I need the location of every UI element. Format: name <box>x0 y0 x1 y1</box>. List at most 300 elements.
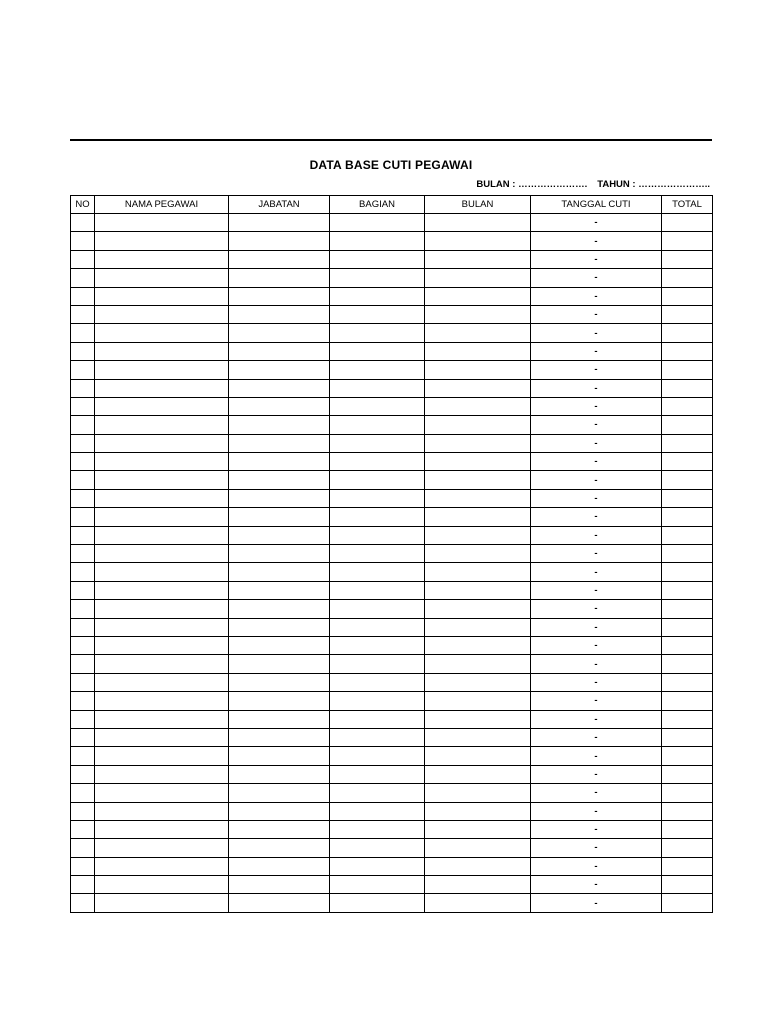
cell-bagian <box>330 820 425 838</box>
cell-tanggal-cuti: - <box>531 342 662 360</box>
cell-bulan <box>425 600 531 618</box>
cell-jabatan <box>229 361 330 379</box>
cell-nama-pegawai <box>95 471 229 489</box>
cell-no <box>71 600 95 618</box>
table-row <box>71 600 713 618</box>
cell-nama-pegawai <box>95 269 229 287</box>
cell-jabatan <box>229 305 330 323</box>
cell-jabatan <box>229 784 330 802</box>
cell-total <box>662 692 713 710</box>
cell-bulan <box>425 636 531 654</box>
cell-tanggal-cuti: - <box>531 710 662 728</box>
table-row <box>71 636 713 654</box>
cell-bagian <box>330 839 425 857</box>
cell-total <box>662 453 713 471</box>
document-title: DATA BASE CUTI PEGAWAI <box>309 158 473 172</box>
cell-total <box>662 765 713 783</box>
cell-no <box>71 287 95 305</box>
column-header-nama-pegawai: NAMA PEGAWAI <box>95 196 229 214</box>
cell-jabatan <box>229 379 330 397</box>
cell-jabatan <box>229 324 330 342</box>
cell-total <box>662 839 713 857</box>
cell-nama-pegawai <box>95 379 229 397</box>
cell-jabatan <box>229 397 330 415</box>
cell-total <box>662 894 713 912</box>
cell-total <box>662 232 713 250</box>
cell-nama-pegawai <box>95 508 229 526</box>
cell-bulan <box>425 673 531 691</box>
cell-no <box>71 655 95 673</box>
cell-no <box>71 618 95 636</box>
cell-jabatan <box>229 710 330 728</box>
cell-bagian <box>330 673 425 691</box>
cell-total <box>662 563 713 581</box>
cell-no <box>71 839 95 857</box>
cell-tanggal-cuti: - <box>531 287 662 305</box>
cell-jabatan <box>229 636 330 654</box>
cell-no <box>71 397 95 415</box>
cell-nama-pegawai <box>95 250 229 268</box>
cell-bulan <box>425 250 531 268</box>
cell-jabatan <box>229 287 330 305</box>
cell-bagian <box>330 453 425 471</box>
table-row <box>71 710 713 728</box>
table-row <box>71 214 713 232</box>
column-header-no: NO <box>71 196 95 214</box>
cell-bagian <box>330 287 425 305</box>
cell-tanggal-cuti: - <box>531 232 662 250</box>
cell-tanggal-cuti: - <box>531 379 662 397</box>
table-row <box>71 324 713 342</box>
cell-total <box>662 545 713 563</box>
cell-total <box>662 324 713 342</box>
cell-total <box>662 710 713 728</box>
cell-tanggal-cuti: - <box>531 894 662 912</box>
cell-no <box>71 471 95 489</box>
cell-tanggal-cuti: - <box>531 839 662 857</box>
cell-bagian <box>330 397 425 415</box>
table-row <box>71 581 713 599</box>
cell-nama-pegawai <box>95 876 229 894</box>
cell-nama-pegawai <box>95 526 229 544</box>
cell-no <box>71 545 95 563</box>
cell-total <box>662 600 713 618</box>
cell-total <box>662 802 713 820</box>
cell-bulan <box>425 489 531 507</box>
cell-nama-pegawai <box>95 581 229 599</box>
cell-bulan <box>425 269 531 287</box>
table-row <box>71 361 713 379</box>
cell-total <box>662 471 713 489</box>
cell-nama-pegawai <box>95 857 229 875</box>
cell-no <box>71 342 95 360</box>
cell-tanggal-cuti: - <box>531 397 662 415</box>
table-row <box>71 894 713 912</box>
cell-total <box>662 508 713 526</box>
cell-bagian <box>330 857 425 875</box>
cell-nama-pegawai <box>95 305 229 323</box>
table-row <box>71 765 713 783</box>
cell-nama-pegawai <box>95 489 229 507</box>
cell-no <box>71 820 95 838</box>
cell-bagian <box>330 508 425 526</box>
cell-bagian <box>330 765 425 783</box>
table-row <box>71 545 713 563</box>
cell-jabatan <box>229 692 330 710</box>
tahun-field: TAHUN : ………………….. <box>597 179 710 190</box>
cell-bulan <box>425 434 531 452</box>
cell-nama-pegawai <box>95 618 229 636</box>
cell-total <box>662 636 713 654</box>
cell-total <box>662 820 713 838</box>
cell-bulan <box>425 287 531 305</box>
cell-no <box>71 361 95 379</box>
cell-total <box>662 379 713 397</box>
cell-bulan <box>425 839 531 857</box>
cell-bagian <box>330 710 425 728</box>
cell-total <box>662 361 713 379</box>
cell-bulan <box>425 710 531 728</box>
cell-jabatan <box>229 342 330 360</box>
cell-nama-pegawai <box>95 545 229 563</box>
cell-tanggal-cuti: - <box>531 416 662 434</box>
cell-bulan <box>425 453 531 471</box>
cell-bagian <box>330 545 425 563</box>
cell-nama-pegawai <box>95 765 229 783</box>
cell-tanggal-cuti: - <box>531 765 662 783</box>
cell-jabatan <box>229 453 330 471</box>
cell-no <box>71 324 95 342</box>
cell-bagian <box>330 563 425 581</box>
cell-bagian <box>330 214 425 232</box>
cell-nama-pegawai <box>95 324 229 342</box>
cell-bulan <box>425 747 531 765</box>
cell-total <box>662 618 713 636</box>
table-row <box>71 434 713 452</box>
cell-tanggal-cuti: - <box>531 820 662 838</box>
cell-jabatan <box>229 747 330 765</box>
cell-bulan <box>425 618 531 636</box>
cell-bagian <box>330 361 425 379</box>
cell-bagian <box>330 305 425 323</box>
cell-total <box>662 747 713 765</box>
cell-bulan <box>425 876 531 894</box>
cell-bulan <box>425 581 531 599</box>
cell-jabatan <box>229 876 330 894</box>
cell-bagian <box>330 434 425 452</box>
table-row <box>71 397 713 415</box>
column-header-jabatan: JABATAN <box>229 196 330 214</box>
cell-bulan <box>425 379 531 397</box>
column-header-tanggal-cuti: TANGGAL CUTI <box>531 196 662 214</box>
cell-tanggal-cuti: - <box>531 526 662 544</box>
table-row <box>71 747 713 765</box>
cell-bulan <box>425 784 531 802</box>
cell-nama-pegawai <box>95 784 229 802</box>
cell-bagian <box>330 526 425 544</box>
cell-total <box>662 287 713 305</box>
cell-jabatan <box>229 600 330 618</box>
cell-tanggal-cuti: - <box>531 802 662 820</box>
cell-nama-pegawai <box>95 416 229 434</box>
cell-bagian <box>330 250 425 268</box>
cell-total <box>662 784 713 802</box>
cell-jabatan <box>229 214 330 232</box>
cell-total <box>662 214 713 232</box>
cell-total <box>662 434 713 452</box>
cell-no <box>71 765 95 783</box>
cell-bulan <box>425 802 531 820</box>
table-row <box>71 471 713 489</box>
table-row <box>71 508 713 526</box>
cell-bagian <box>330 802 425 820</box>
cell-no <box>71 250 95 268</box>
cell-no <box>71 728 95 746</box>
cell-no <box>71 379 95 397</box>
cell-jabatan <box>229 434 330 452</box>
cell-jabatan <box>229 618 330 636</box>
table-body <box>71 214 713 913</box>
cell-nama-pegawai <box>95 710 229 728</box>
cell-no <box>71 802 95 820</box>
cell-total <box>662 489 713 507</box>
column-header-total: TOTAL <box>662 196 713 214</box>
cell-jabatan <box>229 545 330 563</box>
cell-jabatan <box>229 489 330 507</box>
cell-bulan <box>425 416 531 434</box>
cell-tanggal-cuti: - <box>531 250 662 268</box>
bulan-field: BULAN : …………………. <box>476 179 588 190</box>
cell-jabatan <box>229 416 330 434</box>
cell-bulan <box>425 508 531 526</box>
cell-tanggal-cuti: - <box>531 600 662 618</box>
table-header-row <box>71 196 713 214</box>
cell-no <box>71 434 95 452</box>
cell-jabatan <box>229 581 330 599</box>
cell-total <box>662 655 713 673</box>
table-row <box>71 287 713 305</box>
cell-tanggal-cuti: - <box>531 636 662 654</box>
cell-jabatan <box>229 765 330 783</box>
cell-no <box>71 710 95 728</box>
cell-bagian <box>330 728 425 746</box>
cell-no <box>71 563 95 581</box>
cell-total <box>662 876 713 894</box>
cell-tanggal-cuti: - <box>531 471 662 489</box>
cell-no <box>71 581 95 599</box>
cell-no <box>71 876 95 894</box>
cell-bulan <box>425 894 531 912</box>
cell-no <box>71 508 95 526</box>
table-row <box>71 563 713 581</box>
cell-bagian <box>330 784 425 802</box>
cell-nama-pegawai <box>95 839 229 857</box>
cell-jabatan <box>229 232 330 250</box>
cell-jabatan <box>229 508 330 526</box>
cell-no <box>71 747 95 765</box>
cell-nama-pegawai <box>95 728 229 746</box>
cell-jabatan <box>229 839 330 857</box>
cell-bulan <box>425 471 531 489</box>
cell-tanggal-cuti: - <box>531 673 662 691</box>
cell-tanggal-cuti: - <box>531 214 662 232</box>
leave-table <box>70 195 713 913</box>
cell-jabatan <box>229 471 330 489</box>
cell-tanggal-cuti: - <box>531 563 662 581</box>
cell-tanggal-cuti: - <box>531 692 662 710</box>
cell-bulan <box>425 765 531 783</box>
cell-bagian <box>330 232 425 250</box>
cell-jabatan <box>229 728 330 746</box>
cell-total <box>662 857 713 875</box>
cell-bagian <box>330 489 425 507</box>
cell-bagian <box>330 379 425 397</box>
cell-bulan <box>425 728 531 746</box>
cell-tanggal-cuti: - <box>531 655 662 673</box>
cell-no <box>71 305 95 323</box>
cell-tanggal-cuti: - <box>531 269 662 287</box>
cell-nama-pegawai <box>95 747 229 765</box>
cell-bagian <box>330 655 425 673</box>
cell-bagian <box>330 747 425 765</box>
cell-bulan <box>425 342 531 360</box>
cell-nama-pegawai <box>95 894 229 912</box>
cell-no <box>71 453 95 471</box>
cell-nama-pegawai <box>95 361 229 379</box>
table-row <box>71 379 713 397</box>
cell-tanggal-cuti: - <box>531 361 662 379</box>
cell-tanggal-cuti: - <box>531 489 662 507</box>
cell-nama-pegawai <box>95 692 229 710</box>
cell-total <box>662 269 713 287</box>
cell-bagian <box>330 581 425 599</box>
cell-bulan <box>425 692 531 710</box>
table-row <box>71 526 713 544</box>
cell-no <box>71 636 95 654</box>
cell-bagian <box>330 692 425 710</box>
table-row <box>71 728 713 746</box>
cell-nama-pegawai <box>95 397 229 415</box>
cell-tanggal-cuti: - <box>531 434 662 452</box>
cell-tanggal-cuti: - <box>531 747 662 765</box>
cell-jabatan <box>229 250 330 268</box>
cell-total <box>662 397 713 415</box>
table-row <box>71 453 713 471</box>
cell-tanggal-cuti: - <box>531 857 662 875</box>
table-row <box>71 305 713 323</box>
table-row <box>71 416 713 434</box>
cell-jabatan <box>229 526 330 544</box>
cell-jabatan <box>229 820 330 838</box>
cell-total <box>662 416 713 434</box>
cell-no <box>71 784 95 802</box>
cell-no <box>71 232 95 250</box>
cell-tanggal-cuti: - <box>531 728 662 746</box>
cell-bulan <box>425 305 531 323</box>
cell-jabatan <box>229 655 330 673</box>
table-row <box>71 269 713 287</box>
top-rule <box>70 139 712 141</box>
cell-jabatan <box>229 563 330 581</box>
cell-nama-pegawai <box>95 563 229 581</box>
cell-nama-pegawai <box>95 453 229 471</box>
cell-bulan <box>425 563 531 581</box>
table-row <box>71 655 713 673</box>
cell-nama-pegawai <box>95 600 229 618</box>
cell-nama-pegawai <box>95 820 229 838</box>
table-row <box>71 802 713 820</box>
cell-bagian <box>330 471 425 489</box>
cell-bulan <box>425 655 531 673</box>
cell-bulan <box>425 324 531 342</box>
table-row <box>71 784 713 802</box>
cell-bagian <box>330 600 425 618</box>
cell-tanggal-cuti: - <box>531 581 662 599</box>
cell-bagian <box>330 876 425 894</box>
cell-no <box>71 857 95 875</box>
cell-bagian <box>330 894 425 912</box>
table-row <box>71 673 713 691</box>
cell-total <box>662 250 713 268</box>
cell-no <box>71 894 95 912</box>
cell-nama-pegawai <box>95 342 229 360</box>
cell-bulan <box>425 214 531 232</box>
table-row <box>71 692 713 710</box>
cell-bulan <box>425 526 531 544</box>
table-row <box>71 618 713 636</box>
cell-no <box>71 692 95 710</box>
cell-tanggal-cuti: - <box>531 508 662 526</box>
cell-no <box>71 214 95 232</box>
table-row <box>71 839 713 857</box>
cell-bulan <box>425 232 531 250</box>
table-row <box>71 342 713 360</box>
cell-bulan <box>425 857 531 875</box>
table-row <box>71 820 713 838</box>
cell-no <box>71 416 95 434</box>
cell-total <box>662 728 713 746</box>
cell-jabatan <box>229 894 330 912</box>
cell-jabatan <box>229 802 330 820</box>
cell-no <box>71 489 95 507</box>
cell-tanggal-cuti: - <box>531 618 662 636</box>
table-row <box>71 232 713 250</box>
cell-no <box>71 673 95 691</box>
cell-bulan <box>425 361 531 379</box>
cell-nama-pegawai <box>95 434 229 452</box>
cell-nama-pegawai <box>95 636 229 654</box>
cell-bulan <box>425 397 531 415</box>
cell-tanggal-cuti: - <box>531 784 662 802</box>
cell-bagian <box>330 269 425 287</box>
cell-bagian <box>330 324 425 342</box>
table-row <box>71 489 713 507</box>
cell-total <box>662 581 713 599</box>
table-row <box>71 250 713 268</box>
column-header-bulan: BULAN <box>425 196 531 214</box>
cell-nama-pegawai <box>95 287 229 305</box>
cell-tanggal-cuti: - <box>531 305 662 323</box>
table-row <box>71 876 713 894</box>
table-row <box>71 857 713 875</box>
cell-no <box>71 269 95 287</box>
cell-nama-pegawai <box>95 214 229 232</box>
cell-tanggal-cuti: - <box>531 545 662 563</box>
cell-jabatan <box>229 857 330 875</box>
cell-tanggal-cuti: - <box>531 324 662 342</box>
cell-no <box>71 526 95 544</box>
cell-nama-pegawai <box>95 802 229 820</box>
